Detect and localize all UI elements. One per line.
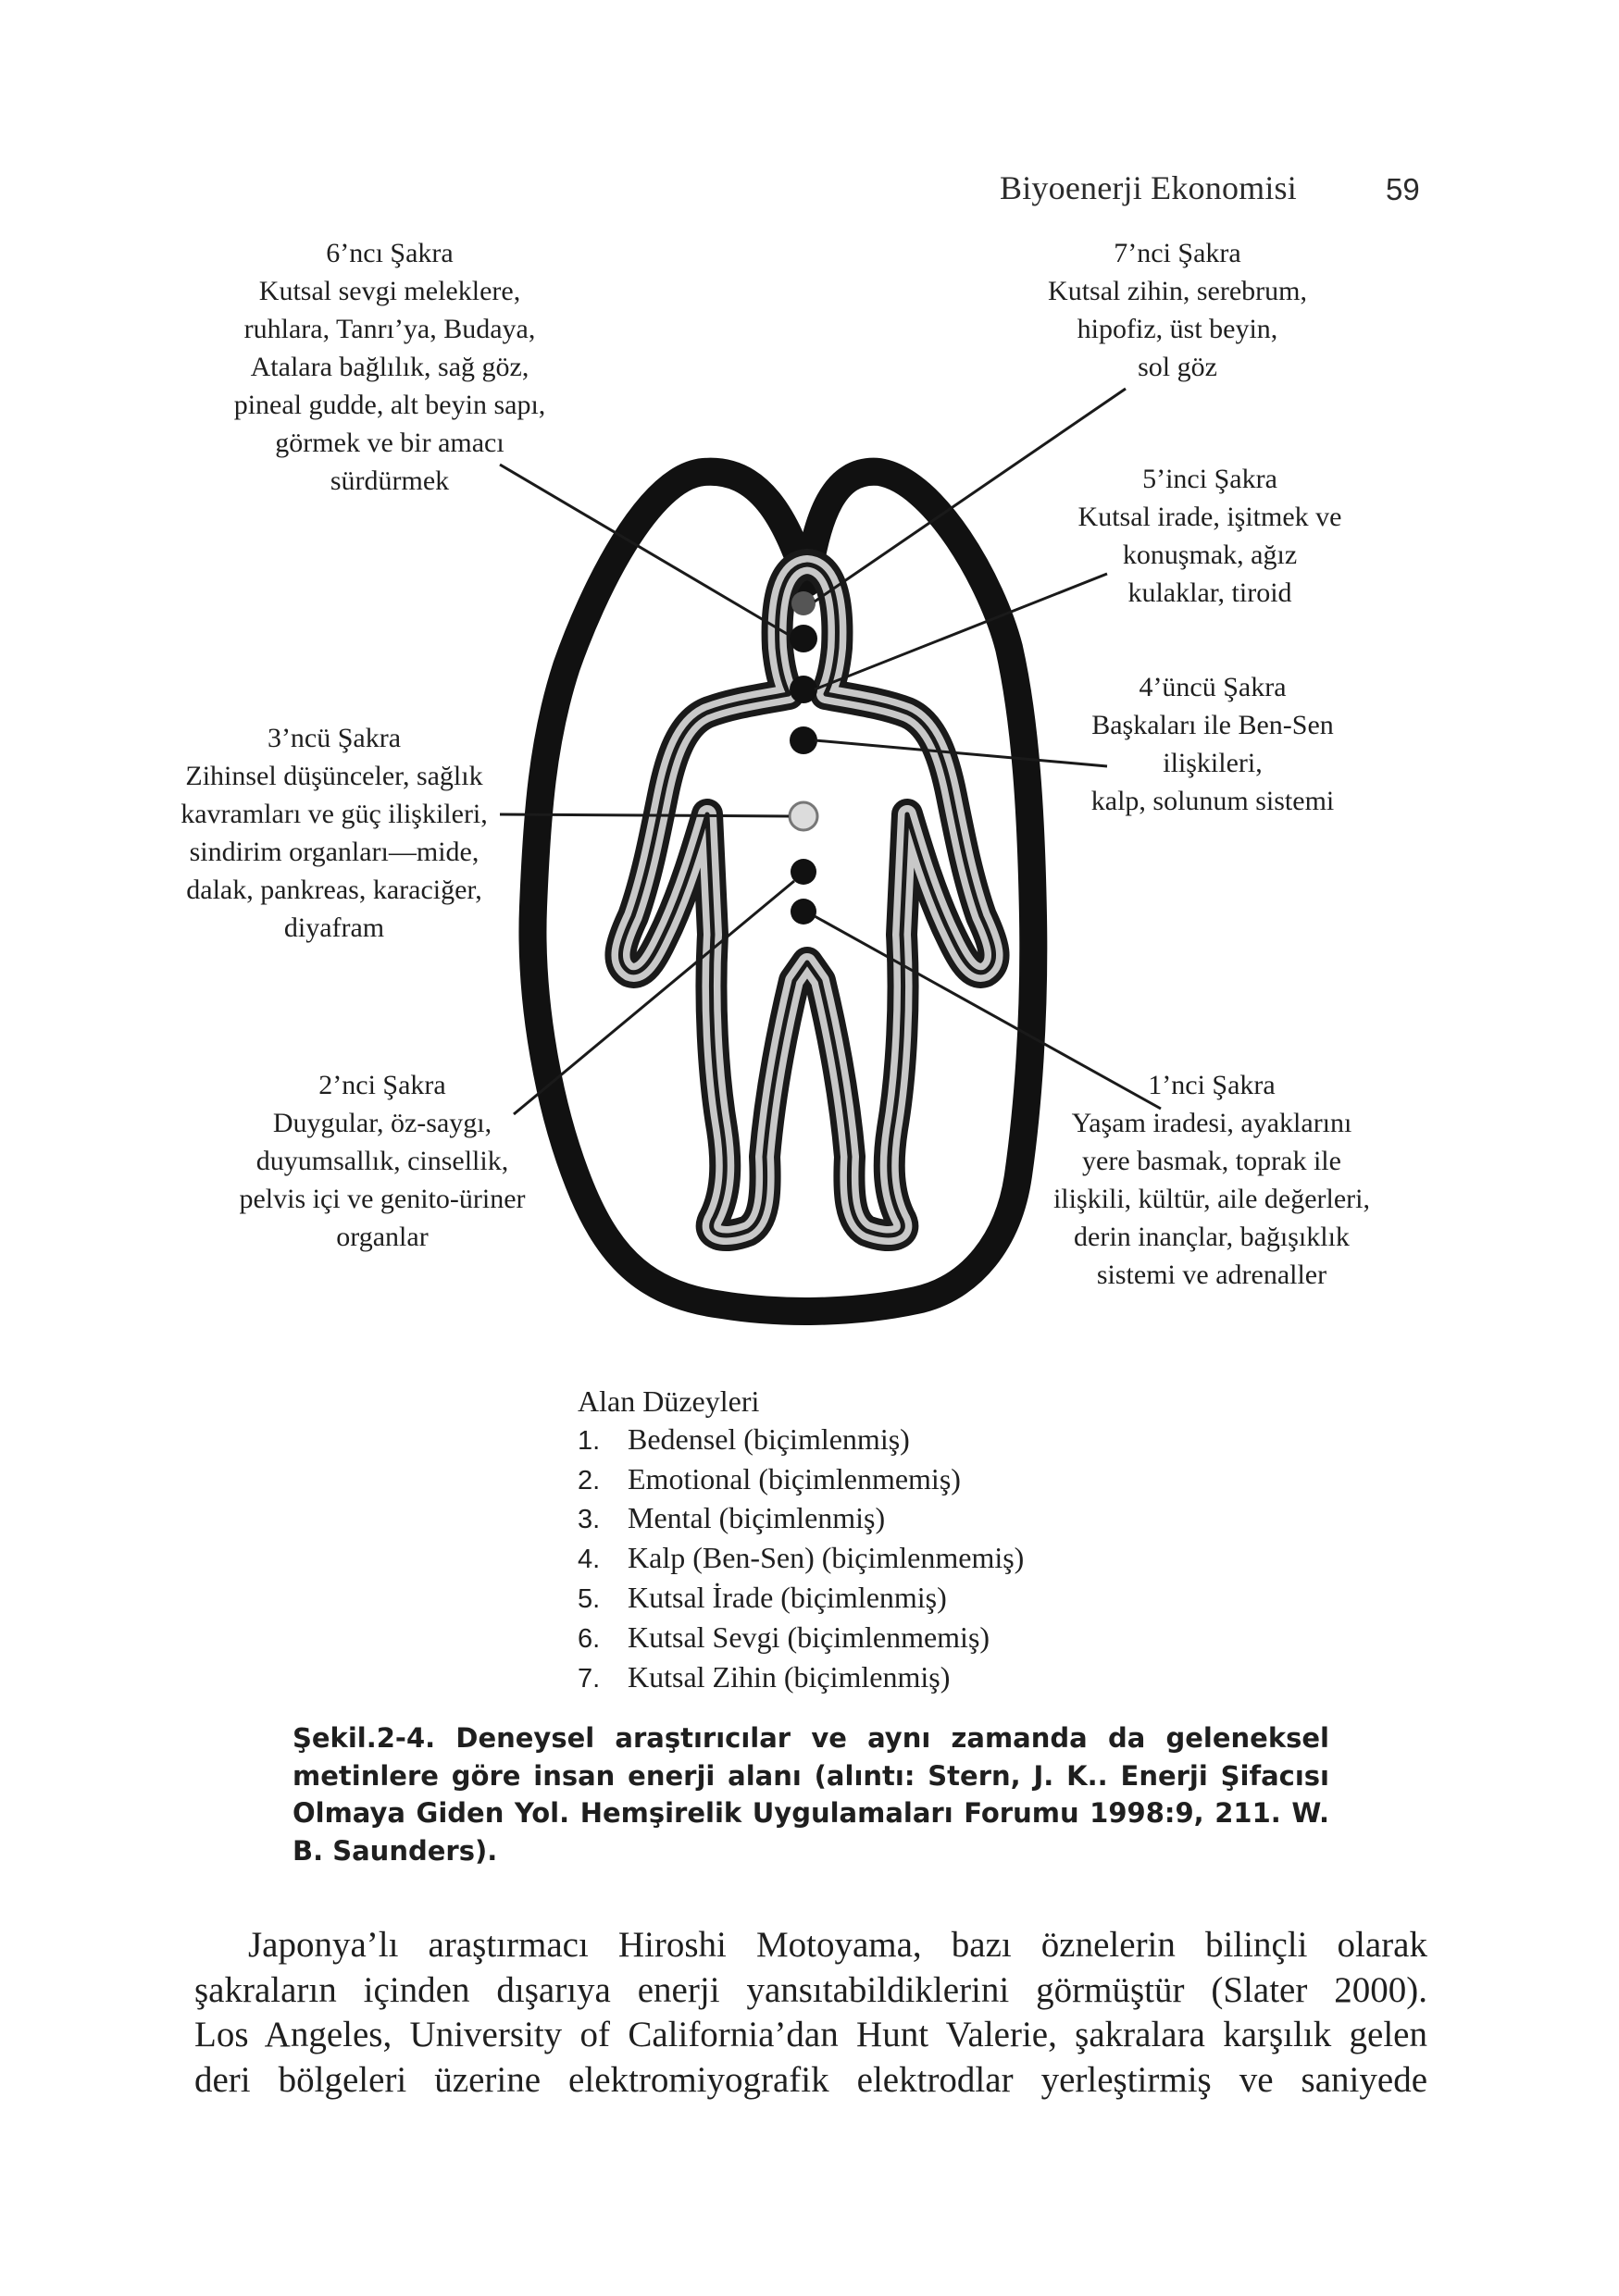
body-line: Japonya’lı araştırmacı Hiroshi Motoyama, bazı öznelerin bilinçli olarak (248, 1925, 1427, 1965)
legend-item-number: 7. (578, 1663, 601, 1694)
chakra-1-line-4: derin inançlar, bağışıklık (1074, 1222, 1350, 1252)
page-number: 59 (1386, 172, 1420, 206)
chakra-3-line-4: dalak, pankreas, karaciğer, (186, 875, 482, 905)
legend-item (578, 1460, 1024, 1500)
chakra-6-line-5: görmek ve bir amacı (275, 428, 504, 458)
chakra-5-line-3: kulaklar, tiroid (1127, 577, 1292, 608)
chakra-2-line-1: Duygular, öz-saygı, (272, 1108, 492, 1138)
chakra-1-line-1: Yaşam iradesi, ayaklarını (1071, 1108, 1352, 1138)
chakra-dot-1 (791, 899, 816, 925)
chakra-7-line-1: Kutsal zihin, serebrum, (1048, 276, 1307, 306)
chakra-4-line-1: Başkaları ile Ben-Sen (1091, 710, 1334, 740)
caption-line: B. Saunders). (293, 1834, 498, 1867)
figure-caption (293, 1719, 1329, 1869)
legend-item-number: 4. (578, 1545, 601, 1575)
body-line: şakraların içinden dışarıya enerji yansıtabildiklerini görmüştür (Slater 2000). (194, 1969, 1427, 2010)
legend-item-number: 5. (578, 1583, 601, 1614)
legend-item-text: Mental (biçimlenmiş) (628, 1501, 886, 1535)
chakra-2-title: 2’nci Şakra (318, 1070, 446, 1100)
chakra-6-line-2: ruhlara, Tanrı’ya, Budaya, (243, 314, 536, 344)
chakra-dot-6 (790, 625, 817, 652)
caption-line: Olmaya Giden Yol. Hemşirelik Uygulamaları Forumu 1998:9, 211. W. (293, 1797, 1329, 1829)
chakra-4-line-3: kalp, solunum sistemi (1090, 786, 1335, 816)
leader-3 (500, 814, 789, 816)
legend-item-text: Kutsal Sevgi (biçimlenmemiş) (628, 1620, 990, 1654)
legend-item-text: Kalp (Ben-Sen) (biçimlenmemiş) (628, 1541, 1025, 1575)
legend-item-number: 1. (578, 1425, 601, 1456)
legend-item-number: 6. (578, 1623, 601, 1654)
chakra-7-line-3: sol göz (1138, 352, 1217, 382)
legend-item (578, 1658, 1024, 1698)
chakra-6-line-1: Kutsal sevgi meleklere, (258, 276, 521, 306)
chakra-7-title: 7’nci Şakra (1114, 238, 1241, 268)
chakra-3-title: 3’ncü Şakra (267, 723, 402, 753)
chakra-6-label (209, 234, 570, 500)
chakra-dot-4 (790, 726, 817, 754)
legend-item-number: 2. (578, 1465, 601, 1496)
chakra-2-line-3: pelvis içi ve genito-üriner (239, 1184, 526, 1214)
chakra-3-line-2: kavramları ve güç ilişkileri, (181, 799, 488, 829)
chakra-2-label (202, 1066, 563, 1256)
chakra-dot-5 (790, 676, 817, 703)
chakra-1-line-5: sistemi ve adrenaller (1096, 1260, 1327, 1290)
chakra-5-title: 5’inci Şakra (1142, 464, 1277, 494)
body-paragraph (194, 1923, 1427, 2103)
legend-item (578, 1499, 1024, 1539)
legend-item-number: 3. (578, 1505, 601, 1535)
chakra-2-line-4: organlar (336, 1222, 429, 1252)
chakra-7-line-2: hipofiz, üst beyin, (1077, 314, 1278, 344)
body-line: Los Angeles, University of California’dan Hunt Valerie, şakralara karşılık gelen (194, 2015, 1427, 2054)
chakra-5-line-1: Kutsal irade, işitmek ve (1077, 502, 1342, 532)
chakra-3-line-5: diyafram (283, 912, 385, 943)
legend-item (578, 1539, 1024, 1579)
legend-item-text: Bedensel (biçimlenmiş) (628, 1421, 910, 1456)
field-levels-legend (578, 1383, 1024, 1697)
chakra-1-label (1022, 1066, 1401, 1294)
legend-item-text: Kutsal İrade (biçimlenmiş) (628, 1580, 947, 1614)
chakra-5-label (1048, 460, 1372, 612)
chakra-dot-7 (791, 591, 816, 615)
chakra-dot-2 (791, 859, 816, 885)
body-line: deri bölgeleri üzerine elektromiyografik elektrodlar yerleştirmiş ve saniyede (194, 2059, 1427, 2100)
chakra-1-line-2: yere basmak, toprak ile (1082, 1146, 1341, 1176)
chakra-6-title: 6’ncı Şakra (326, 238, 454, 268)
chakra-6-line-3: Atalara bağlılık, sağ göz, (250, 352, 529, 382)
legend-title: Alan Düzeyleri (578, 1384, 760, 1418)
chakra-6-line-4: pineal gudde, alt beyin sapı, (233, 390, 546, 420)
caption-line: metinlere göre insan enerji alanı (alıntı: Stern, J. K.. Enerji Şifacısı (293, 1759, 1329, 1792)
caption-line: Şekil.2-4. Deneysel araştırıcılar ve aynı zamanda da geleneksel (293, 1722, 1329, 1754)
chakra-6-line-6: sürdürmek (330, 465, 450, 496)
legend-item (578, 1619, 1024, 1658)
chakra-4-line-2: ilişkileri, (1163, 748, 1263, 778)
legend-item (578, 1421, 1024, 1460)
chakra-3-label (144, 719, 524, 947)
chakra-7-label (1013, 234, 1342, 386)
chakra-4-label (1037, 668, 1389, 820)
legend-item-text: Emotional (biçimlenmemiş) (628, 1461, 961, 1496)
chakra-3-line-3: sindirim organları—mide, (189, 837, 479, 867)
legend-item (578, 1579, 1024, 1619)
chakra-1-title: 1’nci Şakra (1148, 1070, 1276, 1100)
chakra-3-line-1: Zihinsel düşünceler, sağlık (185, 761, 483, 791)
legend-list (578, 1421, 1024, 1698)
chakra-1-line-3: ilişkili, kültür, aile değerleri, (1052, 1184, 1371, 1214)
running-title: Biyoenerji Ekonomisi (1000, 169, 1297, 206)
chakra-2-line-2: duyumsallık, cinsellik, (255, 1146, 509, 1176)
chakra-4-title: 4’üncü Şakra (1139, 672, 1287, 702)
chakra-5-line-2: konuşmak, ağız (1122, 540, 1298, 570)
legend-item-text: Kutsal Zihin (biçimlenmiş) (628, 1659, 951, 1694)
chakra-dot-3 (790, 802, 817, 830)
